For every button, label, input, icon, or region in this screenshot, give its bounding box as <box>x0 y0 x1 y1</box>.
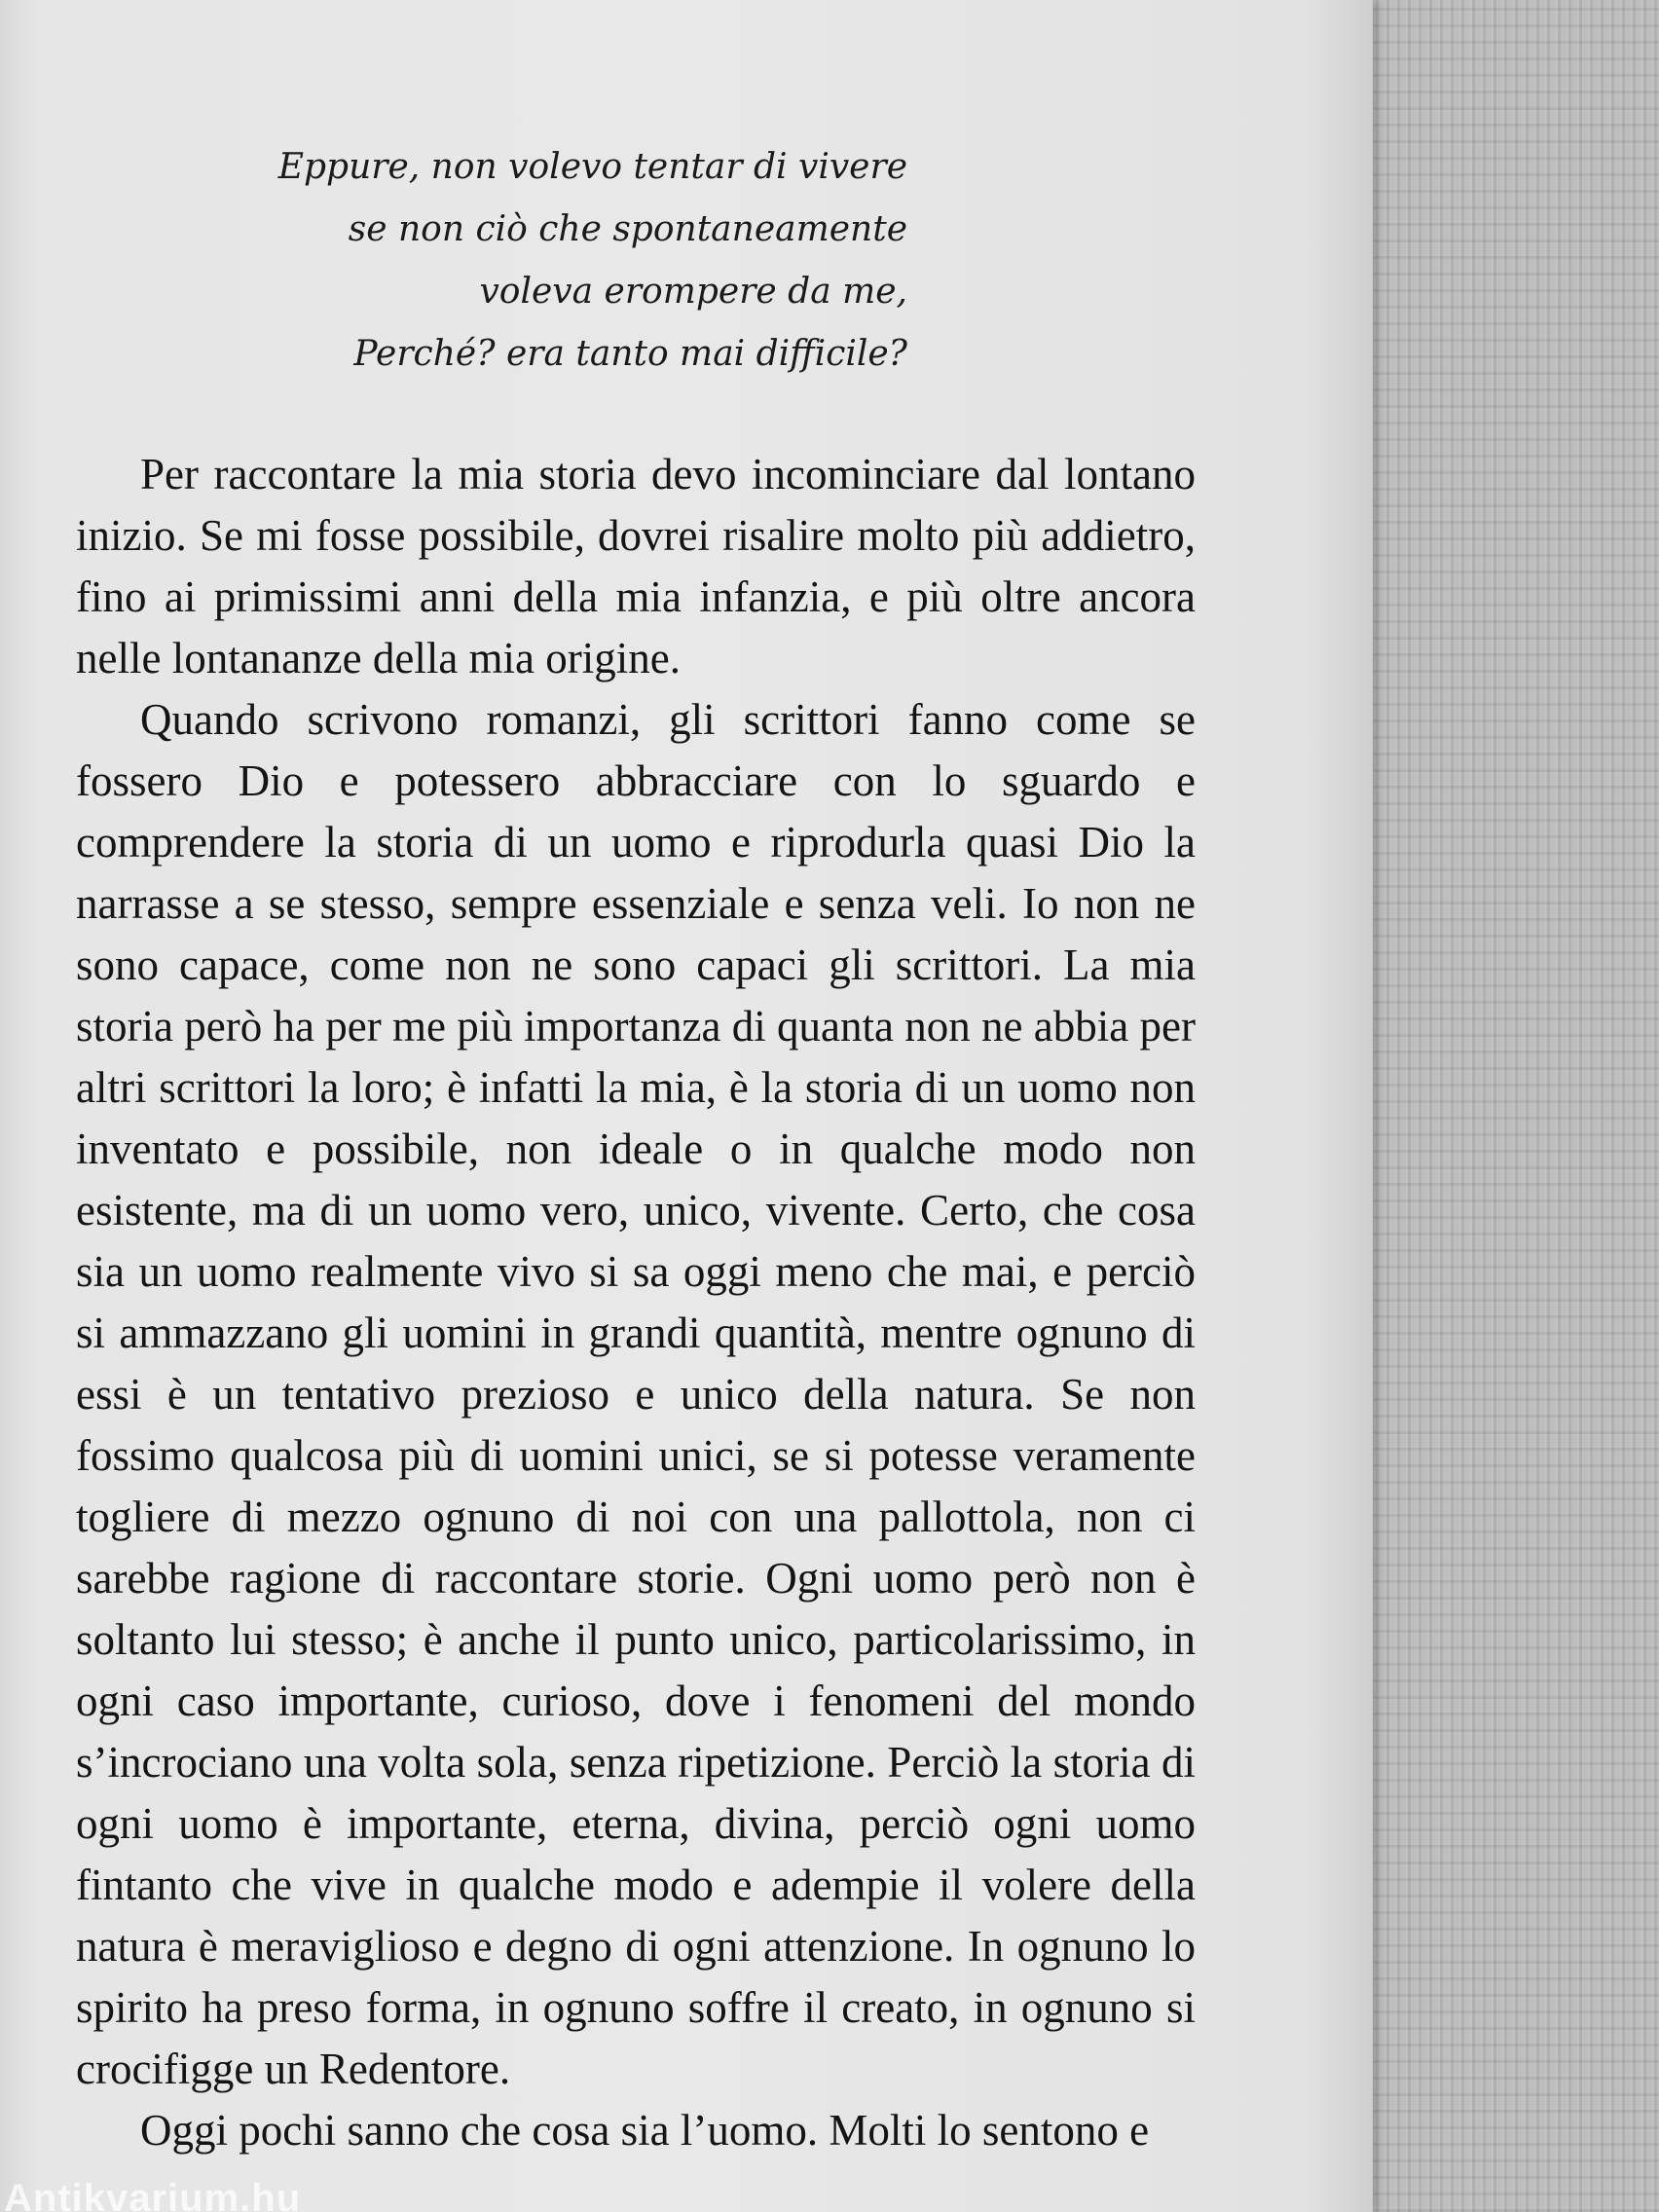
body-text <box>76 444 1196 2161</box>
paragraph: Quando scrivono romanzi, gli scrittori fanno come se fossero Dio e potessero abbracciare con lo sguardo e comprendere la storia di un uomo e riprodurla quasi Dio la narrasse a se stesso, sempre essenziale e senza veli. Io non ne sono capace, come non ne sono capaci gli scrittori. La mia storia però ha per me più importanza di quanta non ne abbia per altri scrittori la loro; è infatti la mia, è la storia di un uomo non inventato e possibile, non ideale o in qualche modo non esistente, ma di un uomo vero, unico, vivente. Certo, che cosa sia un uomo realmente vivo si sa oggi meno che mai, e perciò si ammazzano gli uomini in grandi quantità, mentre ognuno di essi è un tentativo prezioso e unico della natura. Se non fossimo qualcosa più di uomini unici, se si potesse veramente togliere di mezzo ognuno di noi con una pallottola, non ci sarebbe ragione di raccontare storie. Ogni uomo però non è soltanto lui stesso; è anche il punto unico, particolarissimo, in ogni caso importante, curioso, dove i fenomeni del mondo s’incrociano una volta sola, senza ripetizione. Perciò la storia di ogni uomo è importante, eterna, divina, perciò ogni uomo fintanto che vive in qualche modo e adempie il volere della natura è meraviglioso e degno di ogni attenzione. In ognuno lo spirito ha preso forma, in ognuno soffre il creato, in ognuno si crocifigge un Redentore. <box>76 695 1196 2093</box>
epigraph <box>278 136 907 386</box>
epigraph-line: voleva erompere da me, <box>479 272 907 312</box>
watermark: Antikvarium.hu <box>4 2177 302 2212</box>
paragraph: Per raccontare la mia storia devo incominciare dal lontano inizio. Se mi fosse possibile, dovrei risalire molto più addietro, fino ai primissimi anni della mia infanzia, e più oltre ancora nelle lontananze della mia origine. <box>76 450 1196 682</box>
epigraph-line: se non ciò che spontaneamente <box>348 209 907 249</box>
epigraph-line: Perché? era tanto mai difficile? <box>353 334 907 374</box>
paragraph: Oggi pochi sanno che cosa sia l’uomo. Molti lo sentono e <box>140 2106 1150 2155</box>
textured-backdrop <box>1363 0 1659 2212</box>
epigraph-line: Eppure, non volevo tentar di vivere <box>277 147 907 187</box>
